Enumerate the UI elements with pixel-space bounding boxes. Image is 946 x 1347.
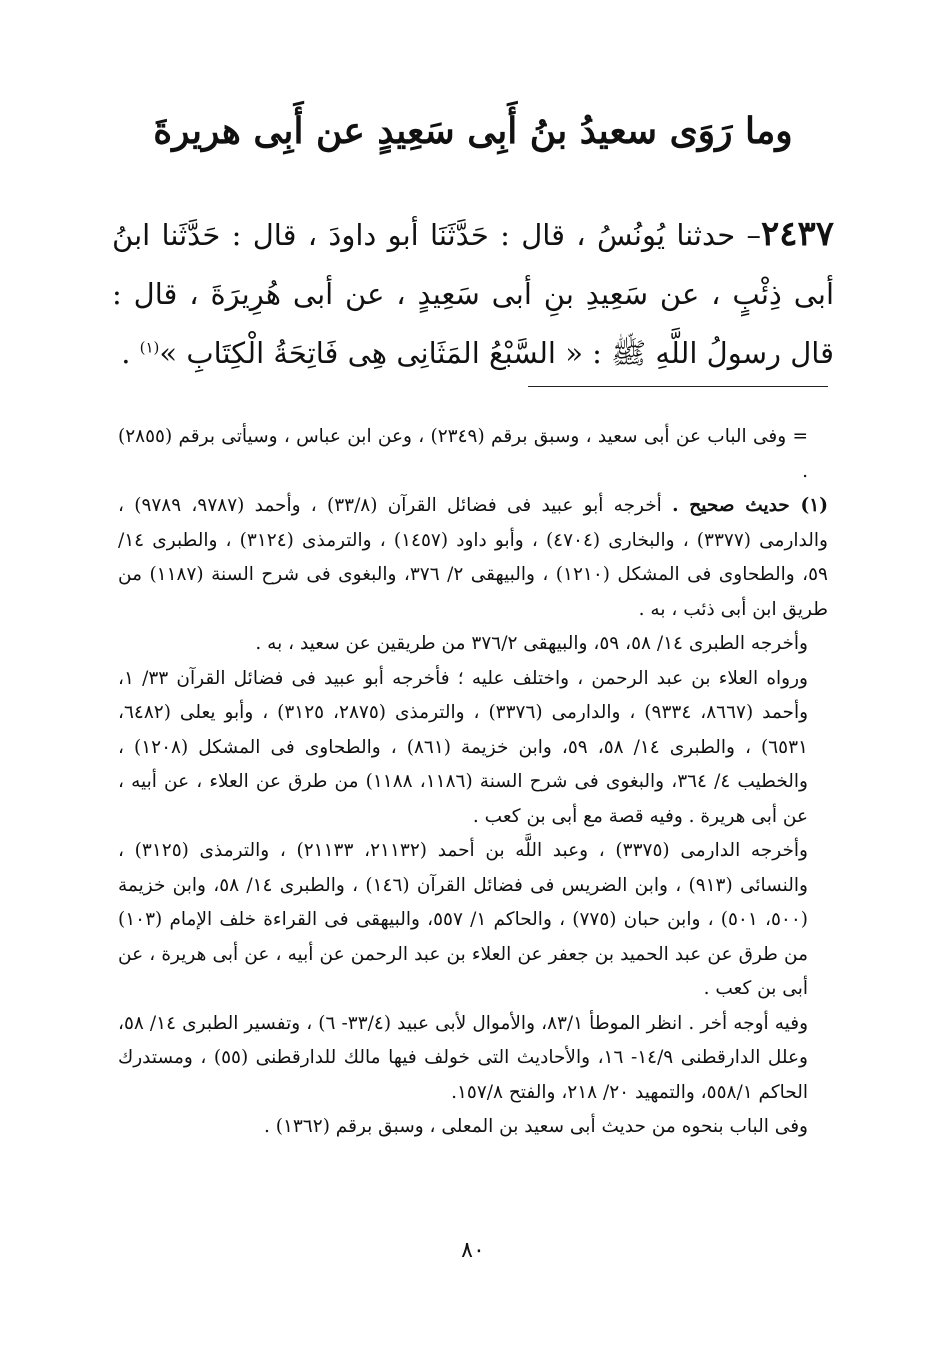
- hadith-text-block: [112, 205, 834, 383]
- note-text: = وفى الباب عن أبى سعيد ، وسبق برقم (٢٣٤٩) ، وعن ابن عباس ، وسيأتى برقم (٢٨٥٥) .: [118, 426, 808, 482]
- hadith-body: – حدثنا يُونُسُ ، قال : حَدَّثَنَا أبو داودَ ، قال : حَدَّثَنا ابنُ أبى ذِئْبٍ ، عن سَعِيدِ بنِ أبى سَعِيدٍ ، عن أبى هُرِيرَةَ ، قال : قال رسولُ اللَّهِ ﷺ : « السَّبْعُ المَثَانِى هِى فَاتِحَةُ الْكِتَابِ »: [112, 218, 834, 370]
- note-paragraph: [118, 1007, 828, 1111]
- note-verdict: (١) حديث صحيح .: [672, 495, 828, 516]
- footnote-marker: (١): [139, 338, 160, 357]
- note-continuation: [118, 420, 828, 489]
- note-text: وفيه أوجه أخر . انظر الموطأ ٨٣/١، والأموال لأبى عبيد (٣٣/٤- ٦) ، وتفسير الطبرى ١٤/ ٥٨، وعلل الدارقطنى ١٤/٩- ١٦، والأحاديث التى خولف فيها مالك للدارقطنى (٥٥) ، ومستدرك الحاكم ٥٥٨/١، والتمهيد ٢٠/ ٢١٨، والفتح ١٥٧/٨.: [118, 1012, 809, 1103]
- footnote-1: [118, 489, 828, 627]
- page-number: ٨٠: [461, 1238, 485, 1263]
- note-text: وفى الباب بنحوه من حديث أبى سعيد بن المعلى ، وسبق برقم (١٣٦٢) .: [263, 1116, 808, 1137]
- note-paragraph: [118, 1110, 828, 1145]
- note-text: وأخرجه الطبرى ١٤/ ٥٨، ٥٩، والبيهقى ٣٧٦/٢ من طريقين عن سعيد ، به .: [255, 633, 808, 654]
- note-paragraph: [118, 627, 828, 662]
- hadith-number: ٢٤٣٧: [760, 214, 834, 254]
- note-text: أخرجه أبو عبيد فى فضائل القرآن (٣٣/٨) ، وأحمد (٩٧٨٧، ٩٧٨٩) ، والدارمى (٣٣٧٧) ، والبخارى (٤٧٠٤) ، وأبو داود (١٤٥٧) ، والترمذى (٣١٢٤) ، والطبرى ١٤/ ٥٩، والطحاوى فى المشكل (١٢١٠) ، والبيهقى ٢/ ٣٧٦، والبغوى فى شرح السنة (١١٨٧) من طريق ابن أبى ذئب ، به .: [118, 495, 828, 620]
- note-paragraph: [118, 834, 828, 1007]
- footnote-divider: [528, 386, 828, 387]
- note-text: وأخرجه الدارمى (٣٣٧٥) ، وعبد اللَّه بن أحمد (٢١١٣٢، ٢١١٣٣) ، والترمذى (٣١٢٥) ، والنسائى (٩١٣) ، وابن الضريس فى فضائل القرآن (١٤٦) ، والطبرى ١٤/ ٥٨، وابن خزيمة (٥٠٠، ٥٠١) ، وابن حبان (٧٧٥) ، والحاكم ١/ ٥٥٧، والبيهقى فى القراءة خلف الإمام (١٠٣) من طرق عن عبد الحميد بن جعفر عن العلاء بن عبد الرحمن عن أبيه ، عن أبى هريرة ، عن أبى بن كعب .: [118, 840, 808, 999]
- chapter-title: وما رَوَى سعيدُ بنُ أَبِى سَعِيدٍ عن أَبِى هريرةَ: [153, 110, 793, 152]
- note-text: ورواه العلاء بن عبد الرحمن ، واختلف عليه ؛ فأخرجه أبو عبيد فى فضائل القرآن ٣٣/ ١، وأحمد (٨٦٦٧، ٩٣٣٤) ، والدارمى (٣٣٧٦) ، والترمذى (٢٨٧٥، ٣١٢٥) ، وأبو يعلى (٦٤٨٢، ٦٥٣١) ، والطبرى ١٤/ ٥٨، ٥٩، وابن خزيمة (٨٦١) ، والطحاوى فى المشكل (١٢٠٨) ، والخطيب ٤/ ٣٦٤، والبغوى فى شرح السنة (١١٨٦، ١١٨٨) من طرق عن العلاء ، عن أبيه ، عن أبى هريرة . وفيه قصة مع أبى بن كعب .: [118, 667, 809, 827]
- note-paragraph: [118, 662, 828, 835]
- footnotes-section: [118, 420, 828, 1145]
- hadith-end: .: [121, 336, 140, 370]
